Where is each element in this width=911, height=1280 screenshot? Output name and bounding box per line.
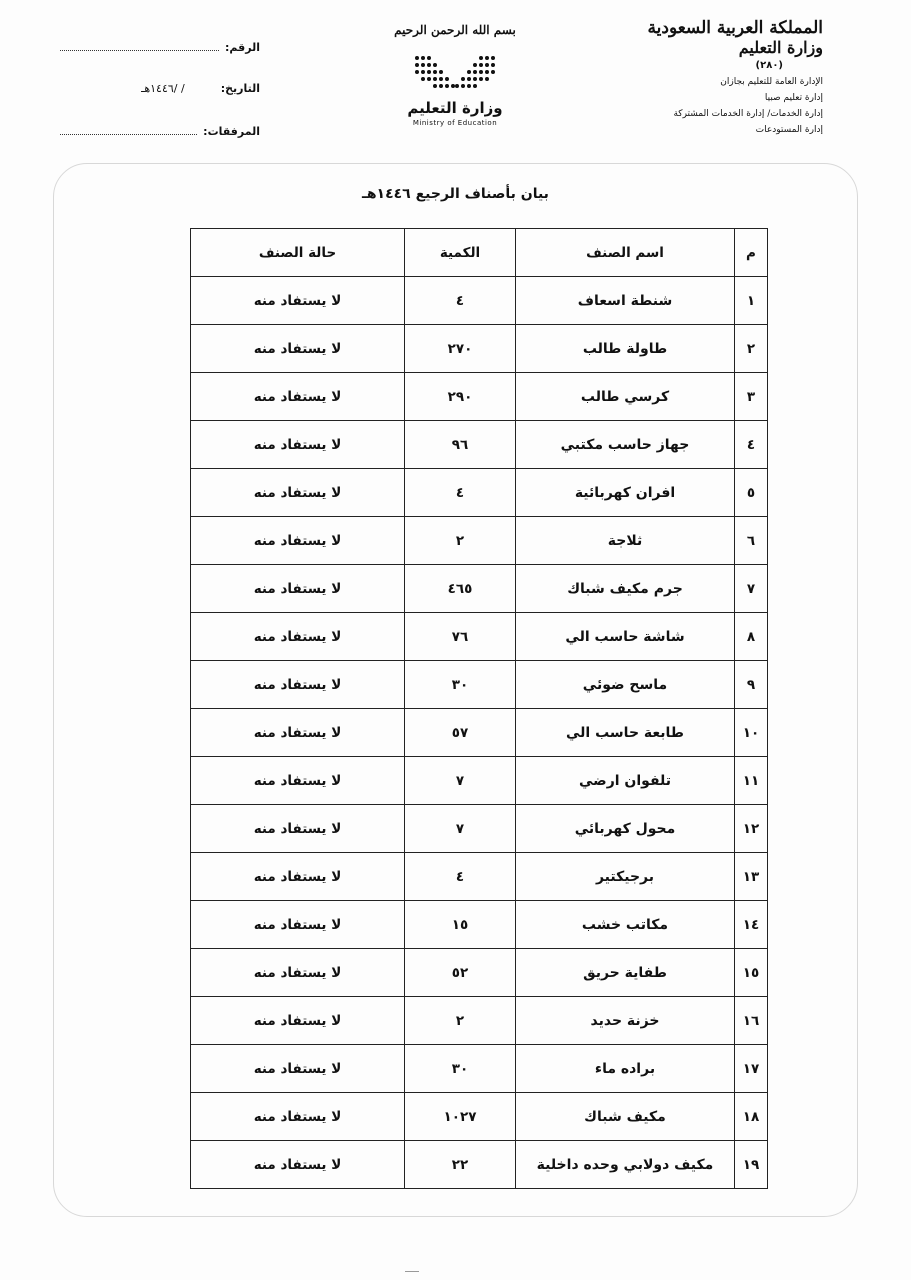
- cell-item-name: تلفوان ارضي: [516, 757, 735, 805]
- ministry-logo-text-en: Ministry of Education: [412, 119, 498, 127]
- document-code: (٢٨٠): [755, 60, 783, 71]
- table-row: [191, 517, 768, 565]
- items-table: [190, 228, 768, 1189]
- cell-status: لا يستفاد منه: [191, 373, 405, 421]
- cell-quantity: ٢٢: [405, 1141, 516, 1189]
- table-row: [191, 1141, 768, 1189]
- table-row: [191, 757, 768, 805]
- date-value: / /١٤٤٦هـ: [141, 82, 185, 95]
- dept-line: إدارة الخدمات/ إدارة الخدمات المشتركة: [673, 109, 823, 119]
- table-row: [191, 661, 768, 709]
- cell-index: ١٩: [735, 1141, 768, 1189]
- cell-index: ١٥: [735, 949, 768, 997]
- cell-index: ١٠: [735, 709, 768, 757]
- cell-quantity: ٤: [405, 277, 516, 325]
- cell-index: ٤: [735, 421, 768, 469]
- cell-index: ٥: [735, 469, 768, 517]
- cell-item-name: شاشة حاسب الي: [516, 613, 735, 661]
- cell-item-name: شنطة اسعاف: [516, 277, 735, 325]
- page-mark: [405, 1263, 419, 1272]
- dept-line: الإدارة العامة للتعليم بجازان: [720, 77, 823, 87]
- cell-status: لا يستفاد منه: [191, 709, 405, 757]
- cell-index: ٢: [735, 325, 768, 373]
- cell-index: ٧: [735, 565, 768, 613]
- cell-item-name: براده ماء: [516, 1045, 735, 1093]
- number-label: الرقم:: [225, 41, 260, 54]
- table-row: [191, 325, 768, 373]
- cell-item-name: مكيف دولابي وحده داخلية: [516, 1141, 735, 1189]
- cell-index: ١٦: [735, 997, 768, 1045]
- table-row: [191, 373, 768, 421]
- cell-item-name: ماسح ضوئي: [516, 661, 735, 709]
- cell-index: ٨: [735, 613, 768, 661]
- column-header-item-name: اسم الصنف: [516, 229, 735, 277]
- cell-status: لا يستفاد منه: [191, 661, 405, 709]
- column-header-status: حالة الصنف: [191, 229, 405, 277]
- cell-item-name: مكاتب خشب: [516, 901, 735, 949]
- table-row: [191, 997, 768, 1045]
- cell-index: ٣: [735, 373, 768, 421]
- ministry-name: وزارة التعليم: [738, 38, 823, 57]
- cell-item-name: طابعة حاسب الي: [516, 709, 735, 757]
- cell-status: لا يستفاد منه: [191, 853, 405, 901]
- table-row: [191, 1093, 768, 1141]
- attachments-dots: [60, 124, 197, 135]
- cell-index: ١٤: [735, 901, 768, 949]
- header-right: [633, 18, 823, 138]
- cell-status: لا يستفاد منه: [191, 613, 405, 661]
- cell-status: لا يستفاد منه: [191, 421, 405, 469]
- ministry-logo-text-ar: وزارة التعليم: [407, 99, 503, 117]
- cell-index: ١٨: [735, 1093, 768, 1141]
- cell-quantity: ١٠٢٧: [405, 1093, 516, 1141]
- cell-status: لا يستفاد منه: [191, 949, 405, 997]
- cell-status: لا يستفاد منه: [191, 517, 405, 565]
- date-label: التاريخ:: [220, 82, 260, 95]
- cell-index: ١٣: [735, 853, 768, 901]
- cell-item-name: محول كهربائي: [516, 805, 735, 853]
- column-header-quantity: الكمية: [405, 229, 516, 277]
- cell-item-name: كرسي طالب: [516, 373, 735, 421]
- cell-index: ٩: [735, 661, 768, 709]
- cell-quantity: ٢٧٠: [405, 325, 516, 373]
- document-title: بيان بأصناف الرجيع ١٤٤٦هـ: [362, 186, 549, 202]
- table-row: [191, 1045, 768, 1093]
- cell-quantity: ٧٦: [405, 613, 516, 661]
- cell-quantity: ٤: [405, 469, 516, 517]
- cell-quantity: ٣٠: [405, 1045, 516, 1093]
- table-row: [191, 613, 768, 661]
- cell-status: لا يستفاد منه: [191, 997, 405, 1045]
- dept-line: إدارة المستودعات: [755, 125, 823, 135]
- cell-quantity: ٢٩٠: [405, 373, 516, 421]
- dept-line: إدارة تعليم صبيا: [764, 93, 823, 103]
- cell-quantity: ٧: [405, 805, 516, 853]
- number-dots: [60, 40, 219, 51]
- cell-status: لا يستفاد منه: [191, 1093, 405, 1141]
- cell-item-name: خزنة حديد: [516, 997, 735, 1045]
- table-header-row: [191, 229, 768, 277]
- attachments-field: [60, 124, 260, 146]
- basmala: بسم الله الرحمن الرحيم: [394, 23, 516, 37]
- cell-item-name: مكيف شباك: [516, 1093, 735, 1141]
- cell-quantity: ٢: [405, 997, 516, 1045]
- cell-status: لا يستفاد منه: [191, 757, 405, 805]
- table-row: [191, 421, 768, 469]
- cell-status: لا يستفاد منه: [191, 1045, 405, 1093]
- cell-item-name: جرم مكيف شباك: [516, 565, 735, 613]
- cell-status: لا يستفاد منه: [191, 805, 405, 853]
- cell-quantity: ١٥: [405, 901, 516, 949]
- ministry-logo-icon: [405, 52, 505, 92]
- cell-quantity: ٤: [405, 853, 516, 901]
- table-row: [191, 469, 768, 517]
- cell-item-name: طاولة طالب: [516, 325, 735, 373]
- cell-index: ١: [735, 277, 768, 325]
- table-row: [191, 901, 768, 949]
- cell-quantity: ٢: [405, 517, 516, 565]
- kingdom-name: المملكة العربية السعودية: [647, 18, 823, 38]
- cell-quantity: ٥٧: [405, 709, 516, 757]
- cell-quantity: ٩٦: [405, 421, 516, 469]
- header-left: [60, 40, 260, 166]
- column-header-index: م: [735, 229, 768, 277]
- cell-status: لا يستفاد منه: [191, 325, 405, 373]
- table-row: [191, 277, 768, 325]
- date-field: [60, 82, 260, 104]
- cell-index: ٦: [735, 517, 768, 565]
- cell-status: لا يستفاد منه: [191, 565, 405, 613]
- table-body: [191, 277, 768, 1189]
- cell-quantity: ٧: [405, 757, 516, 805]
- cell-index: ١٧: [735, 1045, 768, 1093]
- cell-index: ١١: [735, 757, 768, 805]
- attachments-label: المرفقات:: [203, 125, 260, 138]
- cell-item-name: ثلاجة: [516, 517, 735, 565]
- table-row: [191, 565, 768, 613]
- number-field: [60, 40, 260, 62]
- header-center: [385, 22, 525, 128]
- cell-status: لا يستفاد منه: [191, 469, 405, 517]
- table-row: [191, 853, 768, 901]
- cell-quantity: ٤٦٥: [405, 565, 516, 613]
- table-row: [191, 805, 768, 853]
- cell-status: لا يستفاد منه: [191, 901, 405, 949]
- cell-quantity: ٥٢: [405, 949, 516, 997]
- cell-status: لا يستفاد منه: [191, 277, 405, 325]
- table-row: [191, 709, 768, 757]
- cell-item-name: افران كهربائية: [516, 469, 735, 517]
- cell-index: ١٢: [735, 805, 768, 853]
- cell-item-name: طفاية حريق: [516, 949, 735, 997]
- cell-item-name: برجيكتير: [516, 853, 735, 901]
- cell-item-name: جهاز حاسب مكتبي: [516, 421, 735, 469]
- table-row: [191, 949, 768, 997]
- cell-quantity: ٣٠: [405, 661, 516, 709]
- cell-status: لا يستفاد منه: [191, 1141, 405, 1189]
